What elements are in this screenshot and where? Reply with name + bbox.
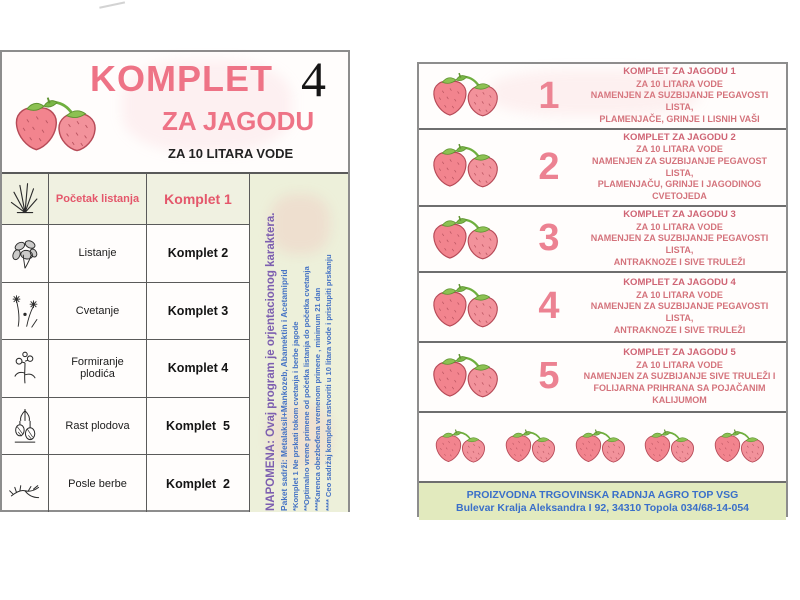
komplet-label: Komplet 4 — [167, 361, 229, 376]
growth-stage-table — [2, 172, 348, 512]
strawberry-pair-illustration — [419, 214, 519, 264]
company-footer — [419, 483, 786, 520]
leafing-icon — [8, 234, 42, 272]
kit-number: 2 — [538, 145, 560, 188]
stage-label: Rast plodova — [49, 398, 147, 455]
note-line: Paket sadrži: Metalaksil+Mankozeb, Abamektin i Acetamiprid — [279, 269, 289, 511]
kit-row — [419, 130, 786, 207]
kit-number: 3 — [538, 217, 560, 260]
table-row — [2, 283, 249, 341]
kit-description — [579, 207, 786, 270]
komplet-label: Komplet 2 — [166, 476, 230, 491]
komplet-label: Komplet 5 — [166, 419, 230, 434]
kit-description-line: ZA 10 LITARA VODE — [636, 289, 723, 300]
kit-description-line: PLAMENJAČE, GRINJE I LISNIH VAŠI — [599, 113, 760, 124]
fruit-growth-icon — [8, 407, 42, 445]
kit-description-line: KALIJUMOM — [652, 394, 707, 405]
note-column — [249, 174, 348, 512]
note-line: **** Ceo sadržaj kompleta rastvoriti u 10 litara vode i pristupiti prskanju — [324, 254, 333, 511]
stage-label: Cvetanje — [49, 283, 147, 340]
kit-description-line: NAMENJEN ZA SUZBIJANJE PEGAVOSTI LISTA, — [590, 233, 769, 255]
stage-label: Posle berbe — [49, 455, 147, 512]
flowering-icon — [8, 292, 42, 330]
stage-icon-cell — [2, 340, 49, 397]
komplet-label: Komplet 1 — [164, 191, 232, 207]
strawberry-pair-illustration — [710, 427, 774, 467]
note-line: ***Karenca obezbeđena vremenom primene , minimum 21 dan — [313, 287, 322, 511]
page-subtitle: ZA JAGODU — [162, 106, 315, 136]
kit-description-line: ANTRAKNOZE I SIVE TRULEŽI — [613, 256, 746, 267]
kit-description-line: NAMENJEN ZA SUZBIJANJE PEGAVOST LISTA, — [591, 156, 768, 178]
table-row — [2, 340, 249, 398]
kit-description-line: NAMENJEN ZA SUZBIJANJE SIVE TRULEŽI I — [583, 371, 776, 382]
kit-description — [579, 130, 786, 205]
strawberry-pair-illustration — [419, 352, 519, 402]
stage-icon-cell — [2, 455, 49, 512]
kit-description-line: KOMPLET ZA JAGODU 5 — [623, 347, 736, 359]
strawberry-pair-illustration — [431, 427, 495, 467]
komplet-label: Komplet 3 — [167, 303, 229, 318]
right-page — [417, 62, 788, 517]
leaf-start-icon — [8, 180, 42, 218]
kit-number: 4 — [538, 285, 560, 328]
kit-description-line: ZA 10 LITARA VODE — [636, 144, 723, 155]
table-row — [2, 225, 249, 283]
kit-number: 5 — [538, 355, 560, 398]
stage-label: Listanje — [49, 225, 147, 282]
post-harvest-icon — [8, 465, 42, 503]
strawberry-pair-illustration — [419, 282, 519, 332]
kit-row — [419, 64, 786, 130]
kit-row — [419, 343, 786, 413]
kit-description-line: KOMPLET ZA JAGODU 4 — [623, 277, 736, 289]
strawberry-pair-illustration — [419, 142, 519, 192]
kit-description-line: NAMENJEN ZA SUZBIJANJE PEGAVOSTI LISTA, — [590, 90, 769, 113]
kit-description — [579, 345, 786, 408]
fruit-set-icon — [8, 349, 42, 387]
note-line: **Optimalno vreme primene od početka listanja do početka cvetanja — [302, 266, 311, 511]
kit-description-line: ANTRAKNOZE I SIVE TRULEŽI — [613, 324, 746, 335]
rotated-note-text — [250, 175, 348, 511]
kit-description-line: ZA 10 LITARA VODE — [636, 221, 723, 232]
kit-row — [419, 207, 786, 273]
kit-description-line: FOLIJARNA PRIHRANA SA POJAČANIM — [593, 382, 766, 393]
stage-icon-cell — [2, 225, 49, 282]
strawberry-pair-illustration — [640, 427, 704, 467]
kit-description-line: ZA 10 LITARA VODE — [636, 78, 723, 89]
kit-description-line: KOMPLET ZA JAGODU 3 — [623, 209, 736, 221]
stage-icon-cell — [2, 174, 49, 224]
note-title: NAPOMENA: Ovaj program je orjentacionog karaktera. — [265, 212, 277, 511]
table-row — [2, 455, 249, 512]
stage-icon-cell — [2, 283, 49, 340]
table-row — [2, 174, 249, 225]
kit-description-line: PLAMENJAČU, GRINJE I JAGODINOG — [597, 179, 762, 190]
stage-label: Početak listanja — [49, 174, 147, 224]
stage-label: Formiranje plodića — [49, 340, 147, 397]
kit-description-line: ZA 10 LITARA VODE — [636, 359, 723, 370]
note-line: *Komplet 1 Ne prskati tokom cvetanja i berbe jagode — [291, 321, 300, 511]
table-grid — [2, 174, 249, 512]
kit-description-line: KOMPLET ZA JAGODU 1 — [623, 66, 736, 78]
table-row — [2, 398, 249, 456]
strawberry-strip — [419, 413, 786, 483]
kit-description — [579, 275, 786, 338]
kit-row — [419, 273, 786, 343]
strawberry-pair-illustration — [501, 427, 565, 467]
strawberry-pair-illustration — [8, 94, 112, 158]
company-address: Bulevar Kralja Aleksandra I 92, 34310 Topola 034/68-14-054 — [456, 501, 749, 514]
company-name: PROIZVODNA TRGOVINSKA RADNJA AGRO TOP VSG — [466, 488, 739, 501]
scanner-artifact — [99, 1, 127, 16]
strawberry-pair-illustration — [571, 427, 635, 467]
left-page — [0, 50, 350, 512]
kit-description-line: CVETOJEDA — [652, 191, 707, 202]
kit-number: 1 — [538, 74, 560, 117]
kit-description — [579, 64, 786, 127]
kit-description-line: NAMENJEN ZA SUZBIJANJE PEGAVOSTI LISTA, — [590, 301, 769, 323]
komplet-label: Komplet 2 — [167, 246, 229, 261]
left-page-header — [2, 52, 348, 172]
strawberry-pair-illustration — [419, 71, 519, 121]
kit-description-line: KOMPLET ZA JAGODU 2 — [623, 132, 736, 143]
page-title: KOMPLET — [90, 58, 273, 99]
dose-label: ZA 10 LITARA VODE — [168, 146, 294, 161]
handwritten-page-number: 4 — [301, 51, 326, 107]
stage-icon-cell — [2, 398, 49, 455]
